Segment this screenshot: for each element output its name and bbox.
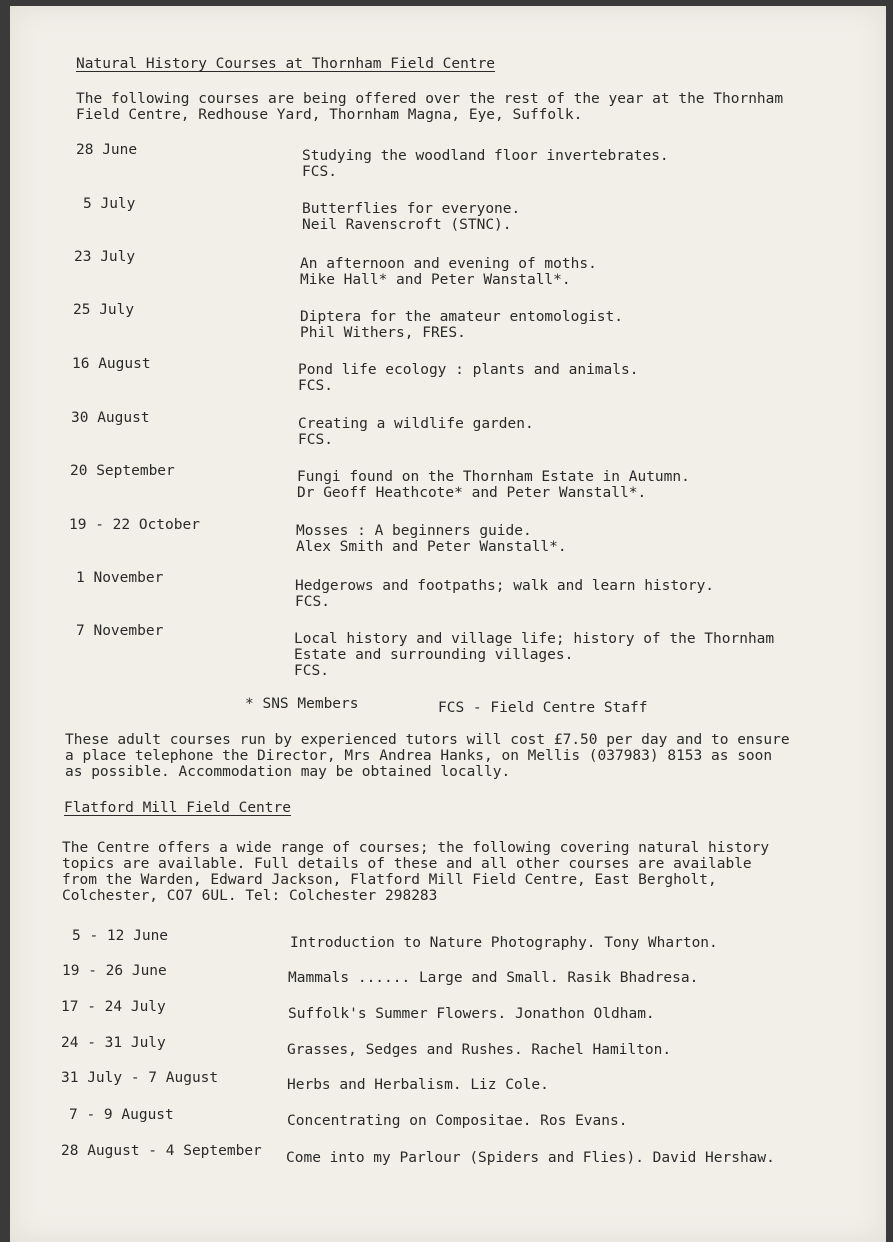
course-details: [302, 148, 669, 180]
course-date: 17 - 24 July: [61, 999, 166, 1015]
course-tutor: FCS.: [295, 594, 330, 610]
course-tutor: Phil Withers, FRES.: [300, 325, 466, 341]
course-details: [294, 631, 774, 679]
course-date: 19 - 22 October: [69, 517, 200, 533]
course-date: 24 - 31 July: [61, 1035, 166, 1051]
course-tutor: Dr Geoff Heathcote* and Peter Wanstall*.: [297, 485, 647, 501]
course-details: [302, 201, 520, 233]
course-tutor: FCS.: [302, 164, 337, 180]
thornham-outro: [65, 732, 790, 780]
course-details: Come into my Parlour (Spiders and Flies). David Hershaw.: [286, 1150, 775, 1166]
document-page: [10, 6, 886, 1242]
course-title: Diptera for the amateur entomologist.: [300, 309, 624, 325]
course-details: Suffolk's Summer Flowers. Jonathon Oldham.: [288, 1006, 655, 1022]
key-fcs: FCS - Field Centre Staff: [438, 700, 648, 716]
course-title: Creating a wildlife garden.: [298, 416, 534, 432]
course-title: Butterflies for everyone.: [302, 201, 521, 217]
outro-line: a place telephone the Director, Mrs Andrea Hanks, on Mellis (037983) 8153 as soon: [65, 748, 773, 764]
course-title: Pond life ecology : plants and animals.: [298, 362, 639, 378]
course-details: [300, 309, 623, 341]
intro-line: The Centre offers a wide range of courses; the following covering natural history: [62, 840, 770, 856]
course-date: 16 August: [72, 356, 151, 372]
course-date: 30 August: [71, 410, 150, 426]
course-title: Mosses : A beginners guide.: [296, 523, 532, 539]
course-title-continued: Estate and surrounding villages.: [294, 647, 574, 663]
course-tutor: FCS.: [298, 432, 333, 448]
thornham-heading: Natural History Courses at Thornham Field Centre: [76, 56, 496, 72]
intro-line: from the Warden, Edward Jackson, Flatford Mill Field Centre, East Bergholt,: [62, 872, 717, 888]
intro-line: Colchester, CO7 6UL. Tel: Colchester 298283: [62, 888, 438, 904]
course-title: Local history and village life; history of the Thornham: [294, 631, 775, 647]
intro-line: Field Centre, Redhouse Yard, Thornham Magna, Eye, Suffolk.: [76, 107, 583, 123]
course-date: 28 August - 4 September: [61, 1143, 262, 1159]
flatford-intro: [62, 840, 769, 904]
course-tutor: Mike Hall* and Peter Wanstall*.: [300, 272, 571, 288]
course-date: 20 September: [70, 463, 175, 479]
outro-line: These adult courses run by experienced tutors will cost £7.50 per day and to ensure: [65, 732, 790, 748]
course-details: [296, 523, 567, 555]
course-details: Mammals ...... Large and Small. Rasik Bhadresa.: [288, 970, 699, 986]
course-title: Hedgerows and footpaths; walk and learn history.: [295, 578, 715, 594]
course-details: Concentrating on Compositae. Ros Evans.: [287, 1113, 628, 1129]
course-date: 19 - 26 June: [62, 963, 167, 979]
course-details: [295, 578, 714, 610]
course-date: 23 July: [74, 249, 136, 265]
course-date: 25 July: [73, 302, 135, 318]
intro-line: The following courses are being offered over the rest of the year at the Thornham: [76, 91, 784, 107]
course-title: Fungi found on the Thornham Estate in Autumn.: [297, 469, 690, 485]
course-details: [300, 256, 597, 288]
course-date: 28 June: [76, 142, 138, 158]
course-tutor: FCS.: [298, 378, 333, 394]
outro-line: as possible. Accommodation may be obtained locally.: [65, 764, 511, 780]
course-title: An afternoon and evening of moths.: [300, 256, 597, 272]
flatford-heading: Flatford Mill Field Centre: [64, 800, 291, 816]
key-sns-members: * SNS Members: [245, 696, 359, 712]
course-date: 31 July - 7 August: [61, 1070, 219, 1086]
course-tutor: FCS.: [294, 663, 329, 679]
course-date: 7 - 9 August: [69, 1107, 174, 1123]
course-details: Grasses, Sedges and Rushes. Rachel Hamilton.: [287, 1042, 672, 1058]
thornham-intro: [76, 91, 783, 123]
course-tutor: Neil Ravenscroft (STNC).: [302, 217, 512, 233]
course-title: Studying the woodland floor invertebrates.: [302, 148, 669, 164]
course-details: Herbs and Herbalism. Liz Cole.: [287, 1077, 549, 1093]
course-date: 1 November: [76, 570, 164, 586]
course-date: 7 November: [76, 623, 164, 639]
course-details: [298, 416, 534, 448]
intro-line: topics are available. Full details of these and all other courses are available: [62, 856, 752, 872]
course-details: [298, 362, 638, 394]
course-tutor: Alex Smith and Peter Wanstall*.: [296, 539, 567, 555]
course-date: 5 - 12 June: [72, 928, 169, 944]
course-date: 5 July: [83, 196, 136, 212]
course-details: Introduction to Nature Photography. Tony Wharton.: [290, 935, 718, 951]
course-details: [297, 469, 690, 501]
